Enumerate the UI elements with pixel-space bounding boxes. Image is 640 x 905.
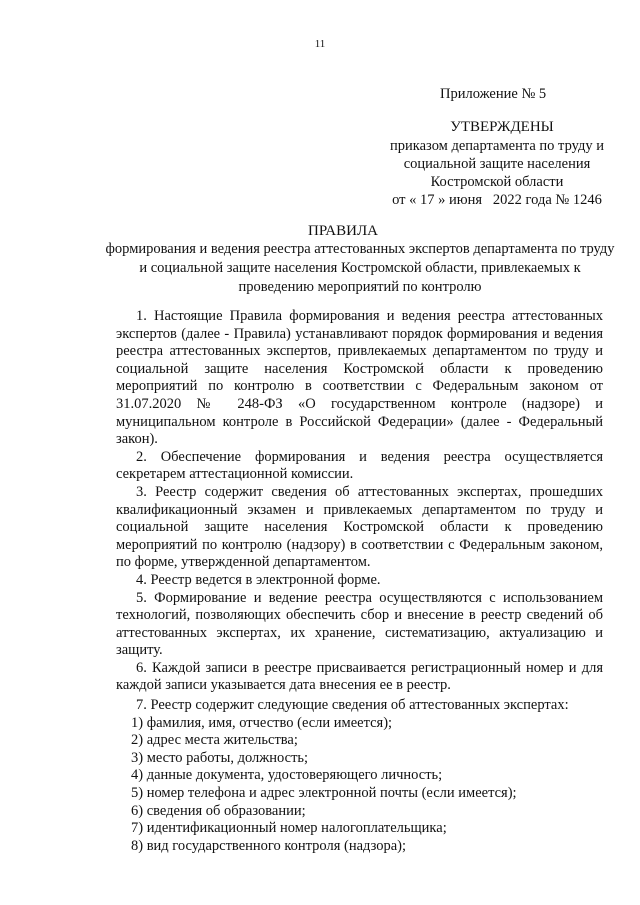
document-body [116, 308, 603, 855]
list-item: 4) данные документа, удостоверяющего личность; [131, 767, 443, 784]
approval-heading: УТВЕРЖДЕНЫ [450, 119, 554, 135]
paragraph: 3. Реестр содержит сведения об аттестованных экспертах, прошедших квалификационный экзамен и привлекаемых департаментом по труду и социальной защите населения Костромской области к проведению мероприятий по контролю (надзору) в соответствии с Федеральным законом, по форме, утвержденной департаментом. [116, 483, 603, 571]
page-number: 11 [314, 38, 326, 50]
list-item: 8) вид государственного контроля (надзора); [131, 837, 407, 854]
annex-label: Приложение № 5 [440, 86, 547, 102]
list-item: 2) адрес места жительства; [131, 732, 298, 749]
paragraph: 7. Реестр содержит следующие сведения об аттестованных экспертах: [136, 697, 569, 714]
document-title: ПРАВИЛА [308, 223, 378, 239]
list-item: 3) место работы, должность; [131, 749, 309, 766]
approval-date-line: от « 17 » июня 2022 года № 1246 [392, 192, 602, 208]
list-item: 7) идентификационный номер налогоплательщика; [131, 820, 447, 837]
list-item: 5) номер телефона и адрес электронной почты (если имеется); [131, 785, 517, 802]
paragraph: 1. Настоящие Правила формирования и ведения реестра аттестованных экспертов (далее - Правила) устанавливают порядок формирования и ведения реестра аттестованных экспертов, привлекаемых департаментом по труду и социальной защите населения Костромской области к проведению мероприятий по контролю в соответствии с Федеральным законом от 31.07.2020 № 248-ФЗ «О государственном контроле (надзоре) и муниципальном контроле в Российской Федерации» (далее - Федеральный закон). [116, 308, 603, 448]
paragraph: 6. Каждой записи в реестре присваивается регистрационный номер и для каждой записи указывается дата внесения ее в реестр. [116, 659, 603, 694]
paragraph: 4. Реестр ведется в электронной форме. [136, 571, 381, 588]
paragraph: 2. Обеспечение формирования и ведения реестра осуществляется секретарем аттестационной комиссии. [116, 448, 603, 483]
approval-line: Костромской области [430, 174, 564, 190]
approval-line: социальной защите населения [403, 156, 591, 172]
approval-block [372, 118, 622, 209]
list-item: 1) фамилия, имя, отчество (если имеется); [131, 714, 393, 731]
list-item: 6) сведения об образовании; [131, 802, 306, 819]
paragraph: 5. Формирование и ведение реестра осуществляются с использованием технологий, позволяющих обеспечить сбор и внесение в реестр сведений об аттестованных экспертах, их хранение, систематизацию, актуализацию и защиту. [116, 589, 603, 659]
approval-line: приказом департамента по труду и [390, 138, 604, 154]
document-subtitle: формирования и ведения реестра аттестованных экспертов департамента по труду и социальной защите населения Костромской области, привлекаемых к проведению мероприятий по контролю [105, 241, 615, 295]
